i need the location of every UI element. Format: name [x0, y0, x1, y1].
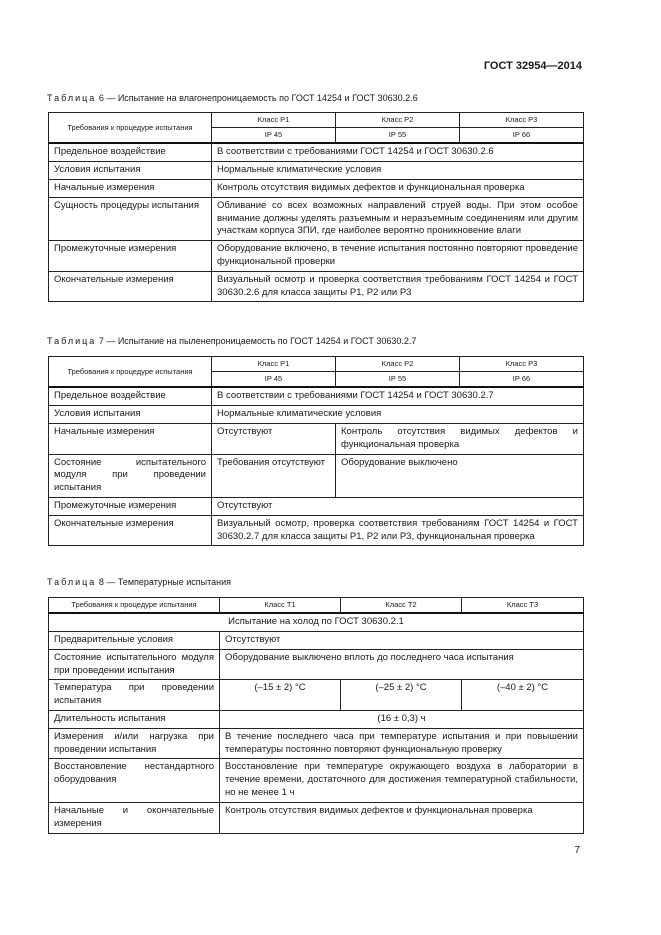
table8 — [48, 597, 584, 834]
table6 — [48, 112, 584, 302]
table-row — [49, 143, 584, 161]
row-label: Начальные измерения — [49, 423, 212, 454]
table-row — [49, 179, 584, 197]
row-label: Сущность процедуры испытания — [49, 197, 212, 240]
row-label: Условия испытания — [49, 162, 212, 180]
table6-header-class: Класс Р3 — [460, 113, 584, 128]
row-value: В течение последнего часа при температуре испытания и при повышении температуры постоянно повторяют функциональную проверку — [220, 728, 584, 759]
table6-header-ip: IP 55 — [336, 128, 460, 144]
row-label: Состояние испытательного модуля при проведении испытания — [49, 649, 220, 680]
table8-section-row — [49, 613, 584, 631]
table-row — [49, 680, 584, 711]
table6-caption-label: Таблица — [47, 93, 97, 103]
row-label: Начальные измерения — [49, 179, 212, 197]
table8-caption-text: 8 — Температурные испытания — [98, 577, 232, 587]
table-row — [49, 497, 584, 515]
table7-caption — [47, 336, 416, 346]
table-row — [49, 711, 584, 729]
table7 — [48, 356, 584, 546]
row-label: Восстановление нестандартного оборудования — [49, 759, 220, 802]
table-row — [49, 406, 584, 424]
row-value: Нормальные климатические условия — [212, 406, 584, 424]
row-label: Промежуточные измерения — [49, 497, 212, 515]
row-value: Нормальные климатические условия — [212, 162, 584, 180]
row-label: Окончательные измерения — [49, 515, 212, 546]
table6-caption — [47, 93, 418, 103]
table7-header-ip: IP 45 — [212, 372, 336, 388]
table6-header-class: Класс Р1 — [212, 113, 336, 128]
row-value: Визуальный осмотр и проверка соответствия требованиям ГОСТ 14254 и ГОСТ 30630.2.6 для класса защиты Р1, Р2 или Р3 — [212, 271, 584, 302]
row-label: Начальные и окончательные измерения — [49, 802, 220, 833]
row-value: Оборудование выключено вплоть до последнего часа испытания — [220, 649, 584, 680]
row-value: Отсутствуют — [220, 631, 584, 649]
table7-header-requirement: Требования к процедуре испытания — [49, 357, 212, 388]
table-row — [49, 515, 584, 546]
row-value: В соответствии с требованиями ГОСТ 14254 и ГОСТ 30630.2.7 — [212, 387, 584, 405]
table-row — [49, 649, 584, 680]
row-label: Температура при проведении испытания — [49, 680, 220, 711]
table6-header-requirement: Требования к процедуре испытания — [49, 113, 212, 144]
table-row — [49, 197, 584, 240]
row-label: Условия испытания — [49, 406, 212, 424]
table-row — [49, 802, 584, 833]
page-number: 7 — [574, 845, 580, 856]
row-label: Предельное воздействие — [49, 143, 212, 161]
table-row — [49, 728, 584, 759]
row-value: Контроль отсутствия видимых дефектов и функциональная проверка — [212, 179, 584, 197]
table7-header-class: Класс Р2 — [336, 357, 460, 372]
table8-header-class: Класс Т3 — [462, 598, 584, 614]
row-label: Измерения и/или нагрузка при проведении испытания — [49, 728, 220, 759]
table-row — [49, 387, 584, 405]
row-label: Промежуточные измерения — [49, 241, 212, 272]
table-row — [49, 271, 584, 302]
row-value: В соответствии с требованиями ГОСТ 14254 и ГОСТ 30630.2.6 — [212, 143, 584, 161]
row-value: (16 ± 0,3) ч — [220, 711, 584, 729]
table8-caption — [47, 577, 231, 587]
row-value: Оборудование включено, в течение испытания постоянно повторяют проведение функциональной проверки — [212, 241, 584, 272]
table8-caption-label: Таблица — [47, 577, 97, 587]
table8-section-title: Испытание на холод по ГОСТ 30630.2.1 — [49, 613, 584, 631]
table-row — [49, 241, 584, 272]
table8-header-class: Класс Т2 — [341, 598, 462, 614]
row-value-p1: Требования отсутствуют — [212, 454, 336, 497]
table6-header-row — [49, 113, 584, 128]
row-label: Окончательные измерения — [49, 271, 212, 302]
table8-header-requirement: Требования к процедуре испытания — [49, 598, 220, 614]
row-value-p23: Оборудование выключено — [336, 454, 584, 497]
table7-header-ip: IP 55 — [336, 372, 460, 388]
row-value-t1: (–15 ± 2) °С — [220, 680, 341, 711]
table-row — [49, 631, 584, 649]
table6-header-ip: IP 66 — [460, 128, 584, 144]
table7-header-row — [49, 357, 584, 372]
row-value: Визуальный осмотр, проверка соответствия требованиям ГОСТ 14254 и ГОСТ 30630.2.7 для класса защиты Р1, Р2 или Р3, функциональная проверка — [212, 515, 584, 546]
row-value-p1: Отсутствуют — [212, 423, 336, 454]
table8-header-row — [49, 598, 584, 614]
table7-header-class: Класс Р1 — [212, 357, 336, 372]
row-value-t2: (–25 ± 2) °С — [341, 680, 462, 711]
table-row — [49, 454, 584, 497]
table7-caption-label: Таблица — [47, 336, 97, 346]
row-value: Контроль отсутствия видимых дефектов и функциональная проверка — [220, 802, 584, 833]
standard-designation: ГОСТ 32954—2014 — [483, 60, 582, 72]
row-value: Обливание со всех возможных направлений струей воды. При этом особое внимание должны уделять разъемным и неразъемным соединениям или другим участкам корпуса ЗПИ, где наиболее вероятно проникновение влаги — [212, 197, 584, 240]
table6-header-class: Класс Р2 — [336, 113, 460, 128]
table6-caption-text: 6 — Испытание на влагонепроницаемость по ГОСТ 14254 и ГОСТ 30630.2.6 — [98, 93, 418, 103]
table7-header-ip: IP 66 — [460, 372, 584, 388]
row-label: Предварительные условия — [49, 631, 220, 649]
row-value-t3: (–40 ± 2) °С — [462, 680, 584, 711]
table7-caption-text: 7 — Испытание на пыленепроницаемость по ГОСТ 14254 и ГОСТ 30630.2.7 — [98, 336, 417, 346]
row-value: Восстановление при температуре окружающего воздуха в лаборатории в течение времени, достаточного для достижения температурной стабильности, но не менее 1 ч — [220, 759, 584, 802]
row-label: Длительность испытания — [49, 711, 220, 729]
table6-header-ip: IP 45 — [212, 128, 336, 144]
table-row — [49, 162, 584, 180]
table7-header-class: Класс Р3 — [460, 357, 584, 372]
table-row — [49, 423, 584, 454]
row-label: Предельное воздействие — [49, 387, 212, 405]
row-value-p23: Контроль отсутствия видимых дефектов и функциональная проверка — [336, 423, 584, 454]
table-row — [49, 759, 584, 802]
row-value: Отсутствуют — [212, 497, 584, 515]
row-label: Состояние испытательного модуля при проведении испытания — [49, 454, 212, 497]
table8-header-class: Класс Т1 — [220, 598, 341, 614]
